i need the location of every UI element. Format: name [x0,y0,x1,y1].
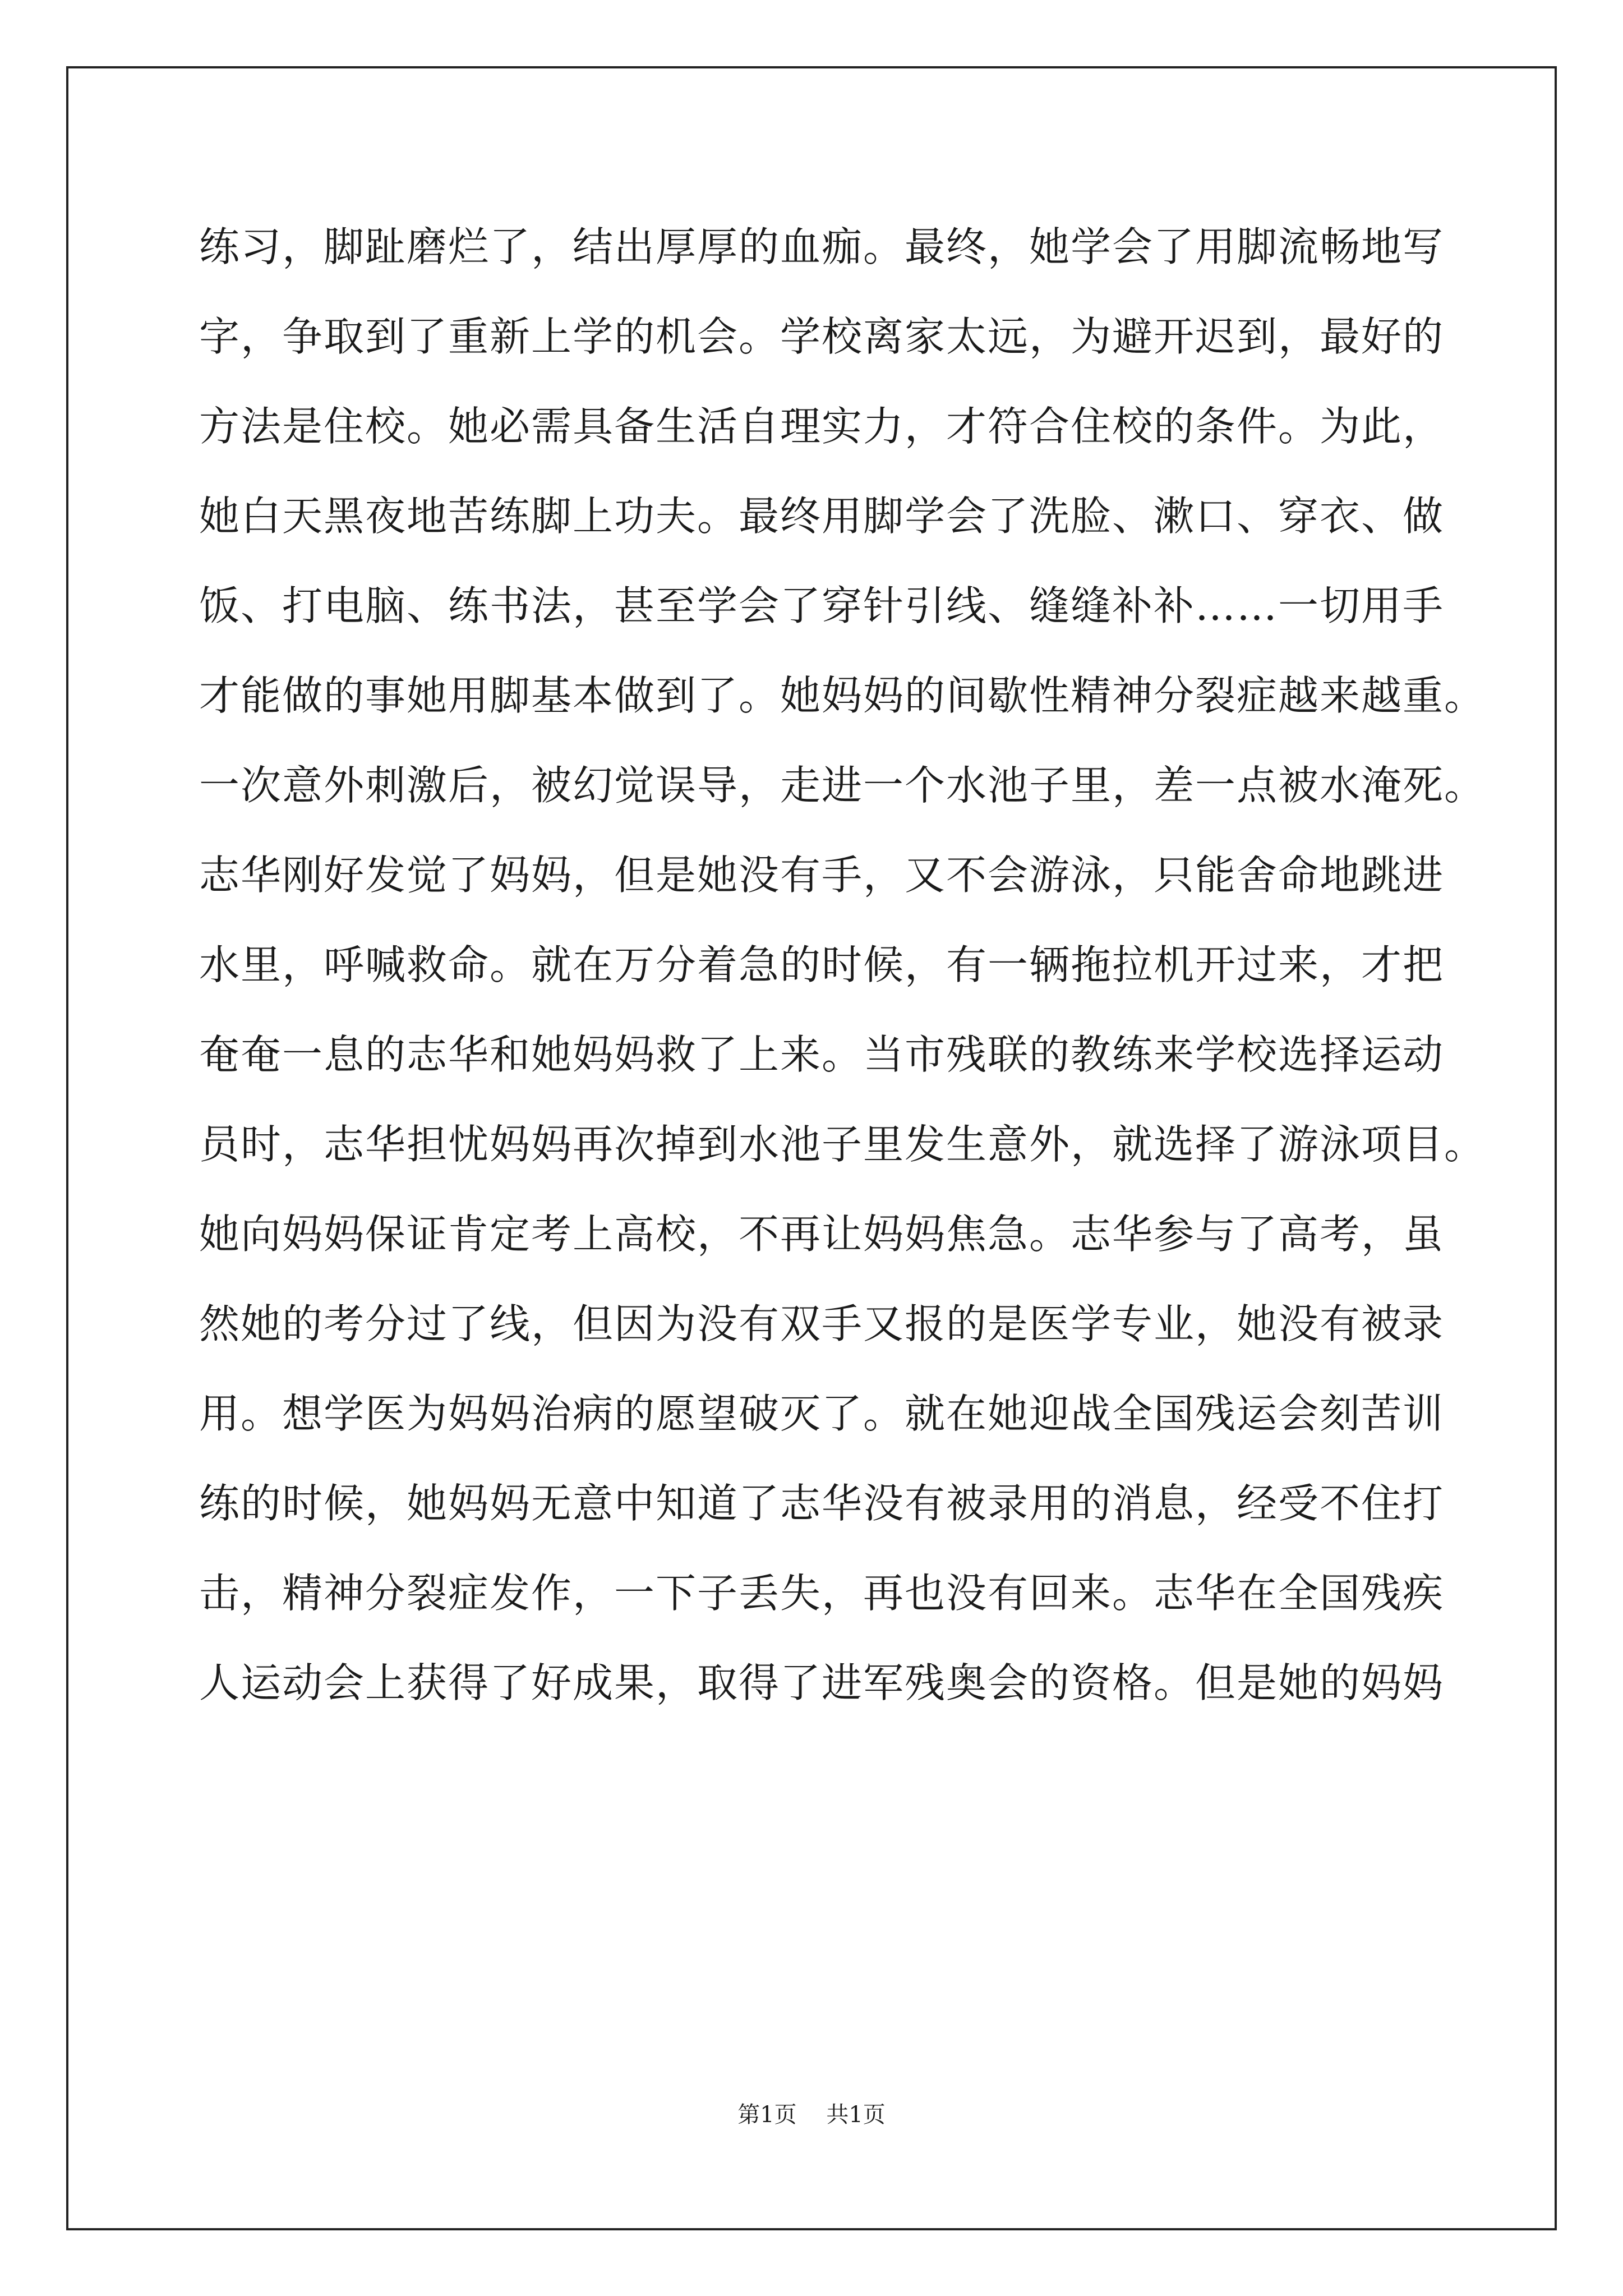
page-footer [0,2097,1623,2129]
text-line: 人运动会上获得了好成果，取得了进军残奥会的资格。但是她的妈妈 [199,1659,1445,1706]
text-line: 一次意外刺激后，被幻觉误导，走进一个水池子里，差一点被水淹死。 [199,762,1486,809]
text-line: 饭、打电脑、练书法，甚至学会了穿针引线、缝缝补补……一切用手 [199,582,1445,629]
text-line: 志华刚好发觉了妈妈，但是她没有手，又不会游泳，只能舍命地跳进 [199,852,1445,899]
text-line: 然她的考分过了线，但因为没有双手又报的是医学专业，她没有被录 [199,1300,1445,1347]
text-line: 字，争取到了重新上学的机会。学校离家太远，为避开迟到，最好的 [199,313,1445,360]
document-body [199,202,1486,1728]
text-line: 员时，志华担忧妈妈再次掉到水池子里发生意外，就选择了游泳项目。 [199,1121,1486,1168]
text-line: 练的时候，她妈妈无意中知道了志华没有被录用的消息，经受不住打 [199,1480,1445,1527]
page-total: 共1页 [826,2102,886,2128]
text-line: 水里，呼喊救命。就在万分着急的时候，有一辆拖拉机开过来，才把 [199,941,1445,988]
text-line: 练习，脚趾磨烂了，结出厚厚的血痂。最终，她学会了用脚流畅地写 [199,223,1445,270]
page-number: 第1页 [737,2102,797,2128]
text-line: 用。想学医为妈妈治病的愿望破灭了。就在她迎战全国残运会刻苦训 [199,1390,1445,1437]
text-line: 才能做的事她用脚基本做到了。她妈妈的间歇性精神分裂症越来越重。 [199,672,1486,719]
text-line: 击，精神分裂症发作，一下子丢失，再也没有回来。志华在全国残疾 [199,1570,1445,1617]
text-line: 她白天黑夜地苦练脚上功夫。最终用脚学会了洗脸、漱口、穿衣、做 [199,493,1445,540]
text-line: 方法是住校。她必需具备生活自理实力，才符合住校的条件。为此， [199,403,1445,450]
text-line: 奄奄一息的志华和她妈妈救了上来。当市残联的教练来学校选择运动 [199,1031,1445,1078]
text-line: 她向妈妈保证肯定考上高校，不再让妈妈焦急。志华参与了高考，虽 [199,1211,1445,1258]
